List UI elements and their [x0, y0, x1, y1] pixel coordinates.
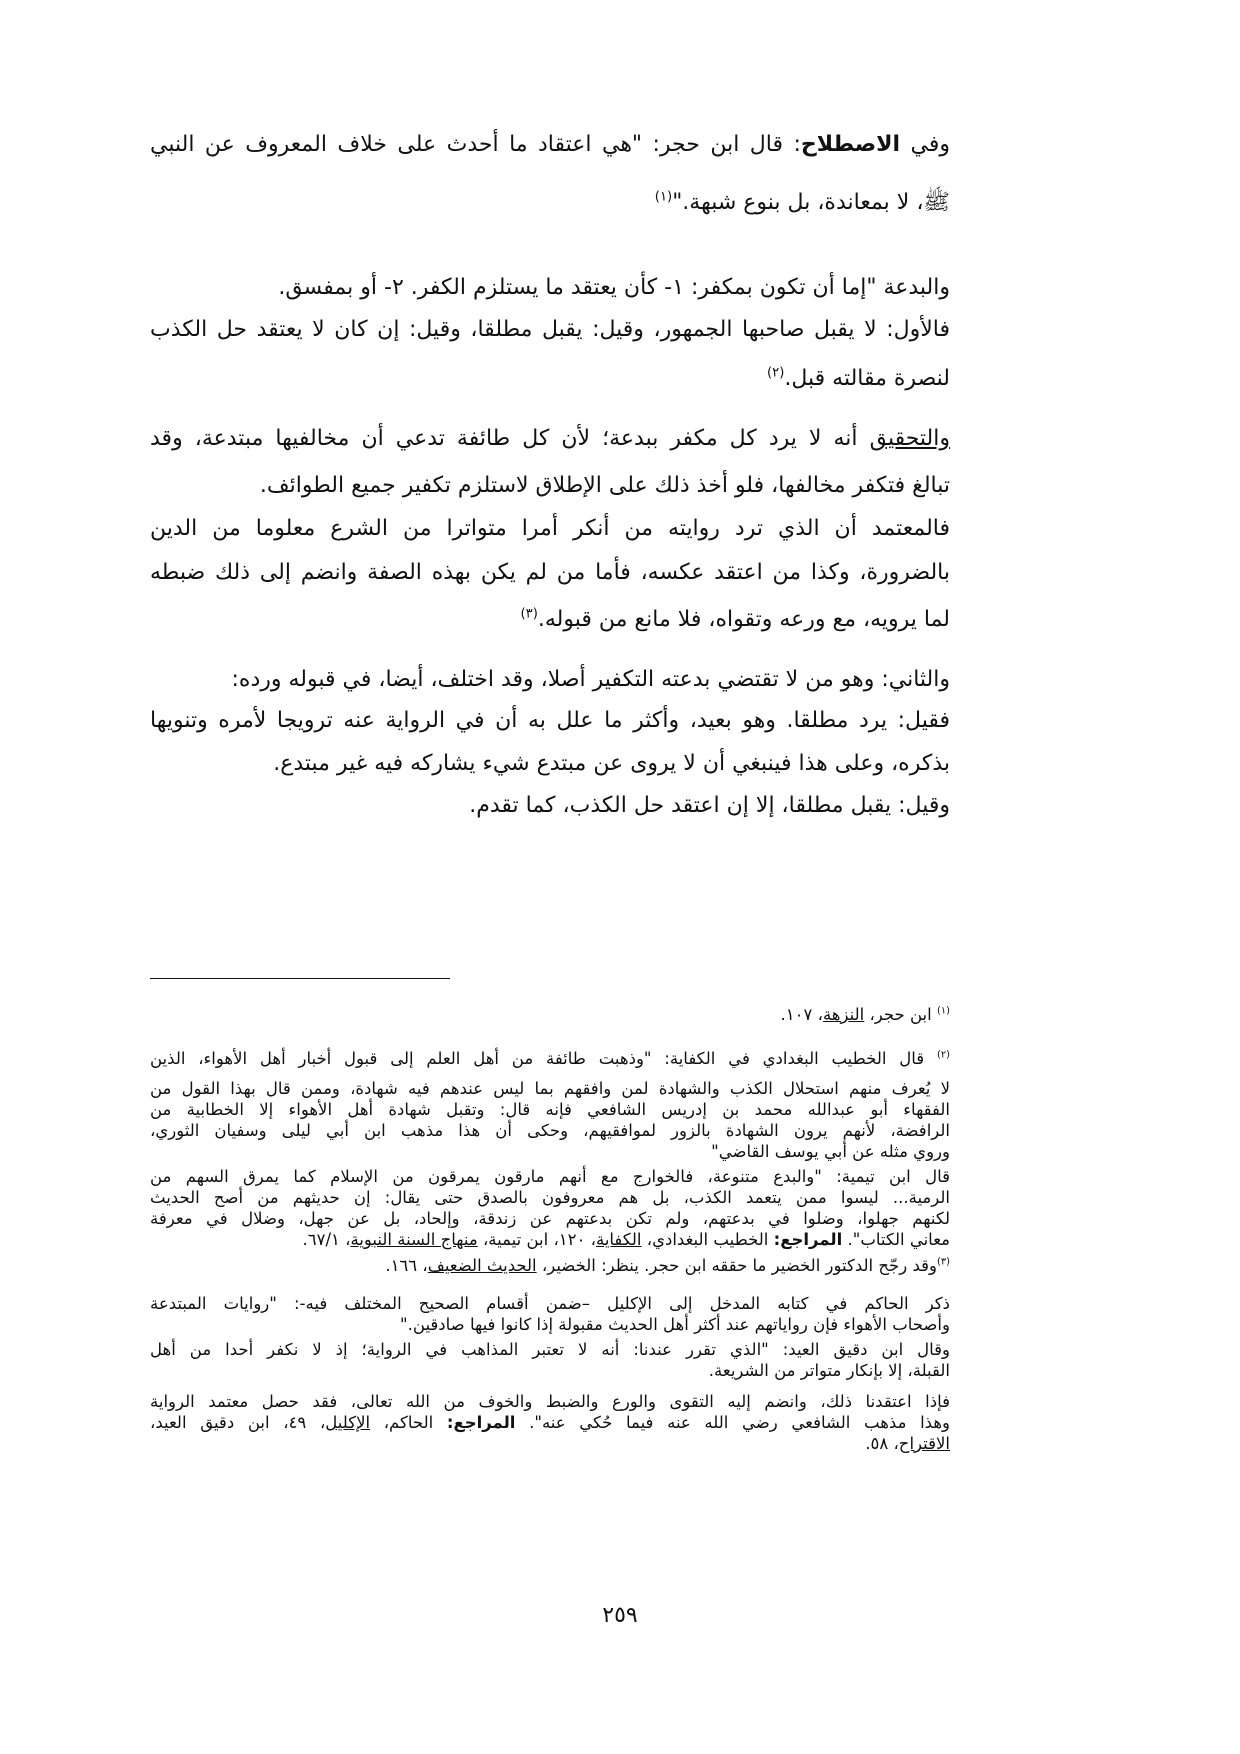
footnote-3-line: ذكر الحاكم في كتابه المدخل إلى الإكليل –ضمن أقسام الصحيح المختلف فيه-: "روايات المبتدعة [150, 1294, 950, 1313]
book-title: الكفاية [595, 1230, 642, 1249]
footnote-1 [150, 1005, 950, 1024]
text: ، ١٠٧. [780, 1005, 823, 1024]
term-underlined: والتحقيق [869, 426, 950, 451]
text: لما يرويه، مع ورعه وتقواه، فلا مانع من قبوله. [537, 607, 950, 632]
book-title: النزهة [822, 1005, 865, 1024]
footnote-marker: (١) [936, 1005, 950, 1017]
footnote-3-line [150, 1434, 950, 1453]
book-title: منهاج السنة النبوية [350, 1230, 478, 1249]
body-line [150, 426, 950, 451]
text: وهذا مذهب الشافعي رضي الله عنه فيما حُكي عنه". [515, 1413, 950, 1432]
text: ، ١٦٦. [385, 1256, 428, 1275]
book-title: الإكليل [325, 1413, 371, 1432]
text: معاني الكتاب". [842, 1230, 950, 1249]
body-line: والبدعة "إما أن تكون بمكفر: ١- كأن يعتقد ما يستلزم الكفر. ٢- أو بمفسق. [278, 275, 950, 300]
book-title: الحديث الضعيف [427, 1256, 537, 1275]
footnote-ref[interactable]: (١) [654, 189, 673, 205]
text: ، ٦٧/١. [302, 1230, 351, 1249]
body-line [150, 132, 950, 157]
body-line: فالأول: لا يقبل صاحبها الجمهور، وقيل: يقبل مطلقا، وقيل: إن كان لا يعتقد حل الكذب [150, 317, 950, 342]
footnote-marker: (٢) [936, 1049, 950, 1061]
references-label: المراجع: [446, 1413, 516, 1432]
footnote-3-line [150, 1413, 950, 1432]
body-line: فقيل: يرد مطلقا. وهو بعيد، وأكثر ما علل به أن في الرواية عنه ترويجا لأمره وتنويها [150, 708, 950, 733]
references-label: المراجع: [773, 1230, 843, 1249]
footnote-3-line: وقال ابن دقيق العيد: "الذي تقرر عندنا: أنه لا تعتبر المذاهب في الرواية؛ إذ لا نكفر أحدا من أهل [150, 1340, 950, 1359]
text: قال الخطيب البغدادي في الكفاية: "وذهبت طائفة من أهل العلم إلى قبول أخبار أهل الأهواء، الذين [150, 1049, 937, 1068]
body-line [150, 607, 950, 632]
footnote-3-line [150, 1256, 950, 1275]
footnote-3-line: فإذا اعتقدنا ذلك، وانضم إليه التقوى والورع والضبط والخوف من الله تعالى، فقد حصل معتمد الرواية [150, 1392, 950, 1411]
text: ﷺ، لا بمعاندة، بل بنوع شبهة." [672, 190, 950, 215]
text: أنه لا يرد كل مكفر ببدعة؛ لأن كل طائفة تدعي أن مخالفيها مبتدعة، وقد [150, 426, 870, 451]
text: لنصرة مقالته قبل. [784, 366, 950, 391]
text: الخطيب البغدادي، [641, 1230, 774, 1249]
body-line: تبالغ فتكفر مخالفها، فلو أخذ ذلك على الإطلاق لاستلزم تكفير جميع الطوائف. [259, 473, 950, 498]
text: وفي [900, 132, 950, 157]
footnote-2-line: قال ابن تيمية: "والبدع متنوعة، فالخوارج مع أنهم مارقون يمرقون من الإسلام كما يمرق السهم من [150, 1167, 950, 1186]
body-line: بالضرورة، وكذا من اعتقد عكسه، فأما من لم يكن بهذه الصفة وانضم إلى ذلك ضبطه [150, 560, 950, 585]
footnote-3-line: القبلة، إلا بإنكار متواتر من الشريعة. [708, 1361, 950, 1380]
footnote-2-line [150, 1230, 950, 1249]
text: ، ٤٩، ابن دقيق العيد، [150, 1413, 326, 1432]
footnote-2-line [150, 1049, 950, 1068]
body-line: وقيل: يقبل مطلقا، إلا إن اعتقد حل الكذب، كما تقدم. [469, 793, 950, 818]
footnote-ref[interactable]: (٢) [766, 365, 785, 381]
body-line: فالمعتمد أن الذي ترد روايته من أنكر أمرا متواترا من الشرع معلوما من الدين [150, 516, 950, 541]
footnote-2-line: الرافضة، لأنهم يرون الشهادة بالزور لموافقيهم، وحكى أن هذا مذهب ابن أبي ليلى وسفيان الثوري، [150, 1121, 950, 1140]
footnote-2-line: الفقهاء أبو عبدالله محمد بن إدريس الشافعي فإنه قال: وتقبل شهادة أهل الأهواء إلا الخطابية من [150, 1100, 950, 1119]
footnote-2-line: الرمية... ليسوا ممن يتعمد الكذب، بل هم معروفون بالصدق حتى يقال: إن حديثهم من أصح الحديث [150, 1188, 950, 1207]
text: الحاكم، [370, 1413, 447, 1432]
footnote-separator [150, 978, 450, 979]
body-line: بذكره، وعلى هذا فينبغي أن لا يروى عن مبتدع شيء يشاركه فيه غير مبتدع. [273, 751, 950, 776]
text: : قال ابن حجر: "هي اعتقاد ما أحدث على خلاف المعروف عن النبي [150, 132, 801, 157]
footnote-2-line: لا يُعرف منهم استحلال الكذب والشهادة لمن وافقهم بما ليس عندهم فيه شهادة، وممن قال بهذا القول من [150, 1079, 950, 1098]
footnote-ref[interactable]: (٣) [520, 606, 538, 622]
body-line [150, 188, 950, 220]
body-line: والثاني: وهو من لا تقتضي بدعته التكفير أصلا، وقد اختلف، أيضا، في قبوله ورده: [231, 667, 950, 692]
footnote-2-line: لكنهم جهلوا، وضلوا في بدعتهم، ولم تكن بدعتهم عن زندقة، وإلحاد، بل عن جهل، وضلال في معرفة [150, 1209, 950, 1228]
term-bold: الاصطلاح [800, 132, 901, 157]
footnote-marker: (٣) [936, 1256, 950, 1268]
document-page [150, 0, 950, 1754]
book-title: الاقتراح [898, 1434, 950, 1453]
text: ابن حجر، [864, 1005, 937, 1024]
text: ، ٥٨. [865, 1434, 899, 1453]
text: وقد رجّح الدكتور الخضير ما حققه ابن حجر. ينظر: الخضير، [536, 1256, 937, 1275]
body-line [150, 366, 950, 391]
footnote-2-line: وروي مثله عن أبي يوسف القاضي" [711, 1142, 950, 1161]
text: ، ١٢٠، ابن تيمية، [477, 1230, 596, 1249]
footnote-3-line: وأصحاب الأهواء فإن رواياتهم عند أكثر أهل الحديث مقبولة إذا كانوا فيها صادقين." [400, 1315, 950, 1334]
page-number: ٢٥٩ [602, 1603, 638, 1628]
